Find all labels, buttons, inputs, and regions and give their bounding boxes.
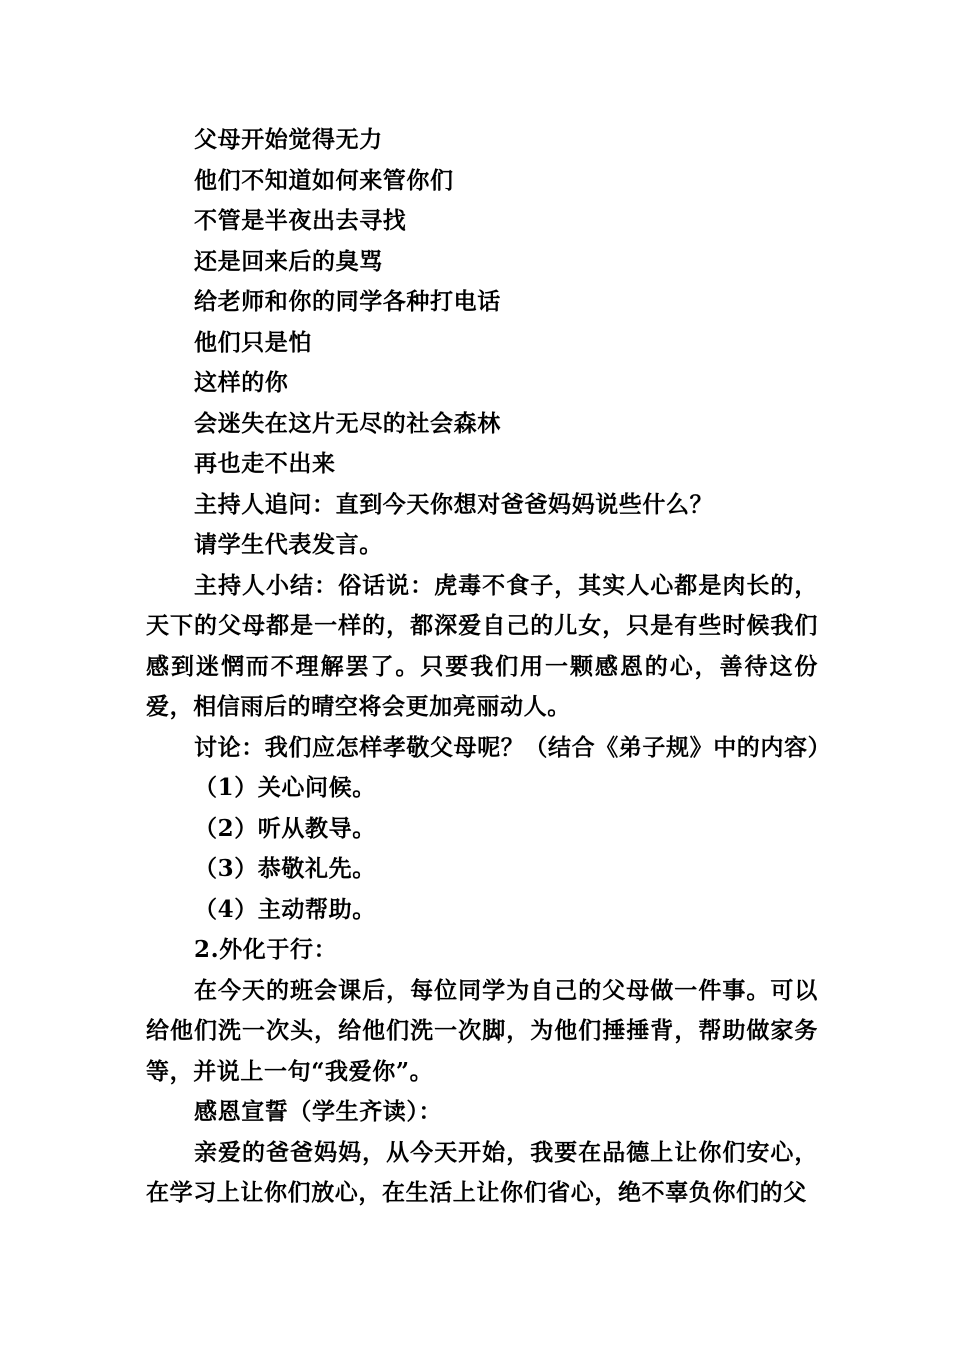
poem-line: 会迷失在这片无尽的社会森林	[194, 409, 501, 437]
discussion-item: （3）恭敬礼先。	[194, 855, 376, 882]
poem-line: 他们只是怕	[194, 328, 312, 356]
action-paragraph: 在今天的班会课后，每位同学为自己的父母做一件事。可以给他们洗一次头，给他们洗一次脚，为他们捶捶背，帮助做家务等，并说上一句“我爱你”。	[146, 976, 818, 1085]
poem-line: 还是回来后的臭骂	[194, 247, 383, 275]
oath-paragraph: 亲爱的爸爸妈妈，从今天开始，我要在品德上让你们安心，在学习上让你们放心，在生活上让你们省心，绝不辜负你们的父	[146, 1138, 818, 1206]
discussion-item: （4）主动帮助。	[194, 895, 376, 923]
poem-line: 再也走不出来	[194, 450, 336, 477]
document-body	[146, 120, 832, 1214]
host-question: 主持人追问：直到今天你想对爸爸妈妈说些什么？	[194, 490, 714, 518]
poem-line: 不管是半夜出去寻找	[194, 207, 407, 234]
discussion-item: （2）听从教导。	[194, 814, 376, 842]
discussion-prompt: 讨论：我们应怎样孝敬父母呢？（结合《弟子规》中的内容）	[194, 733, 832, 761]
poem-line: 给老师和你的同学各种打电话	[194, 288, 501, 315]
section-heading: 2.外化于行：	[194, 936, 338, 963]
oath-heading: 感恩宣誓（学生齐读）：	[194, 1098, 443, 1125]
student-speech: 请学生代表发言。	[194, 531, 383, 558]
discussion-item: （1）关心问候。	[194, 774, 376, 801]
poem-line: 这样的你	[194, 369, 289, 396]
poem-line: 父母开始觉得无力	[194, 126, 383, 153]
poem-line: 他们不知道如何来管你们	[194, 166, 454, 194]
host-summary-paragraph: 主持人小结：俗话说：虎毒不食子，其实人心都是肉长的，天下的父母都是一样的，都深爱自己的儿女，只是有些时候我们感到迷惘而不理解罢了。只要我们用一颗感恩的心，善待这份爱，相信雨后的晴空将会更加亮丽动人。	[146, 571, 818, 720]
